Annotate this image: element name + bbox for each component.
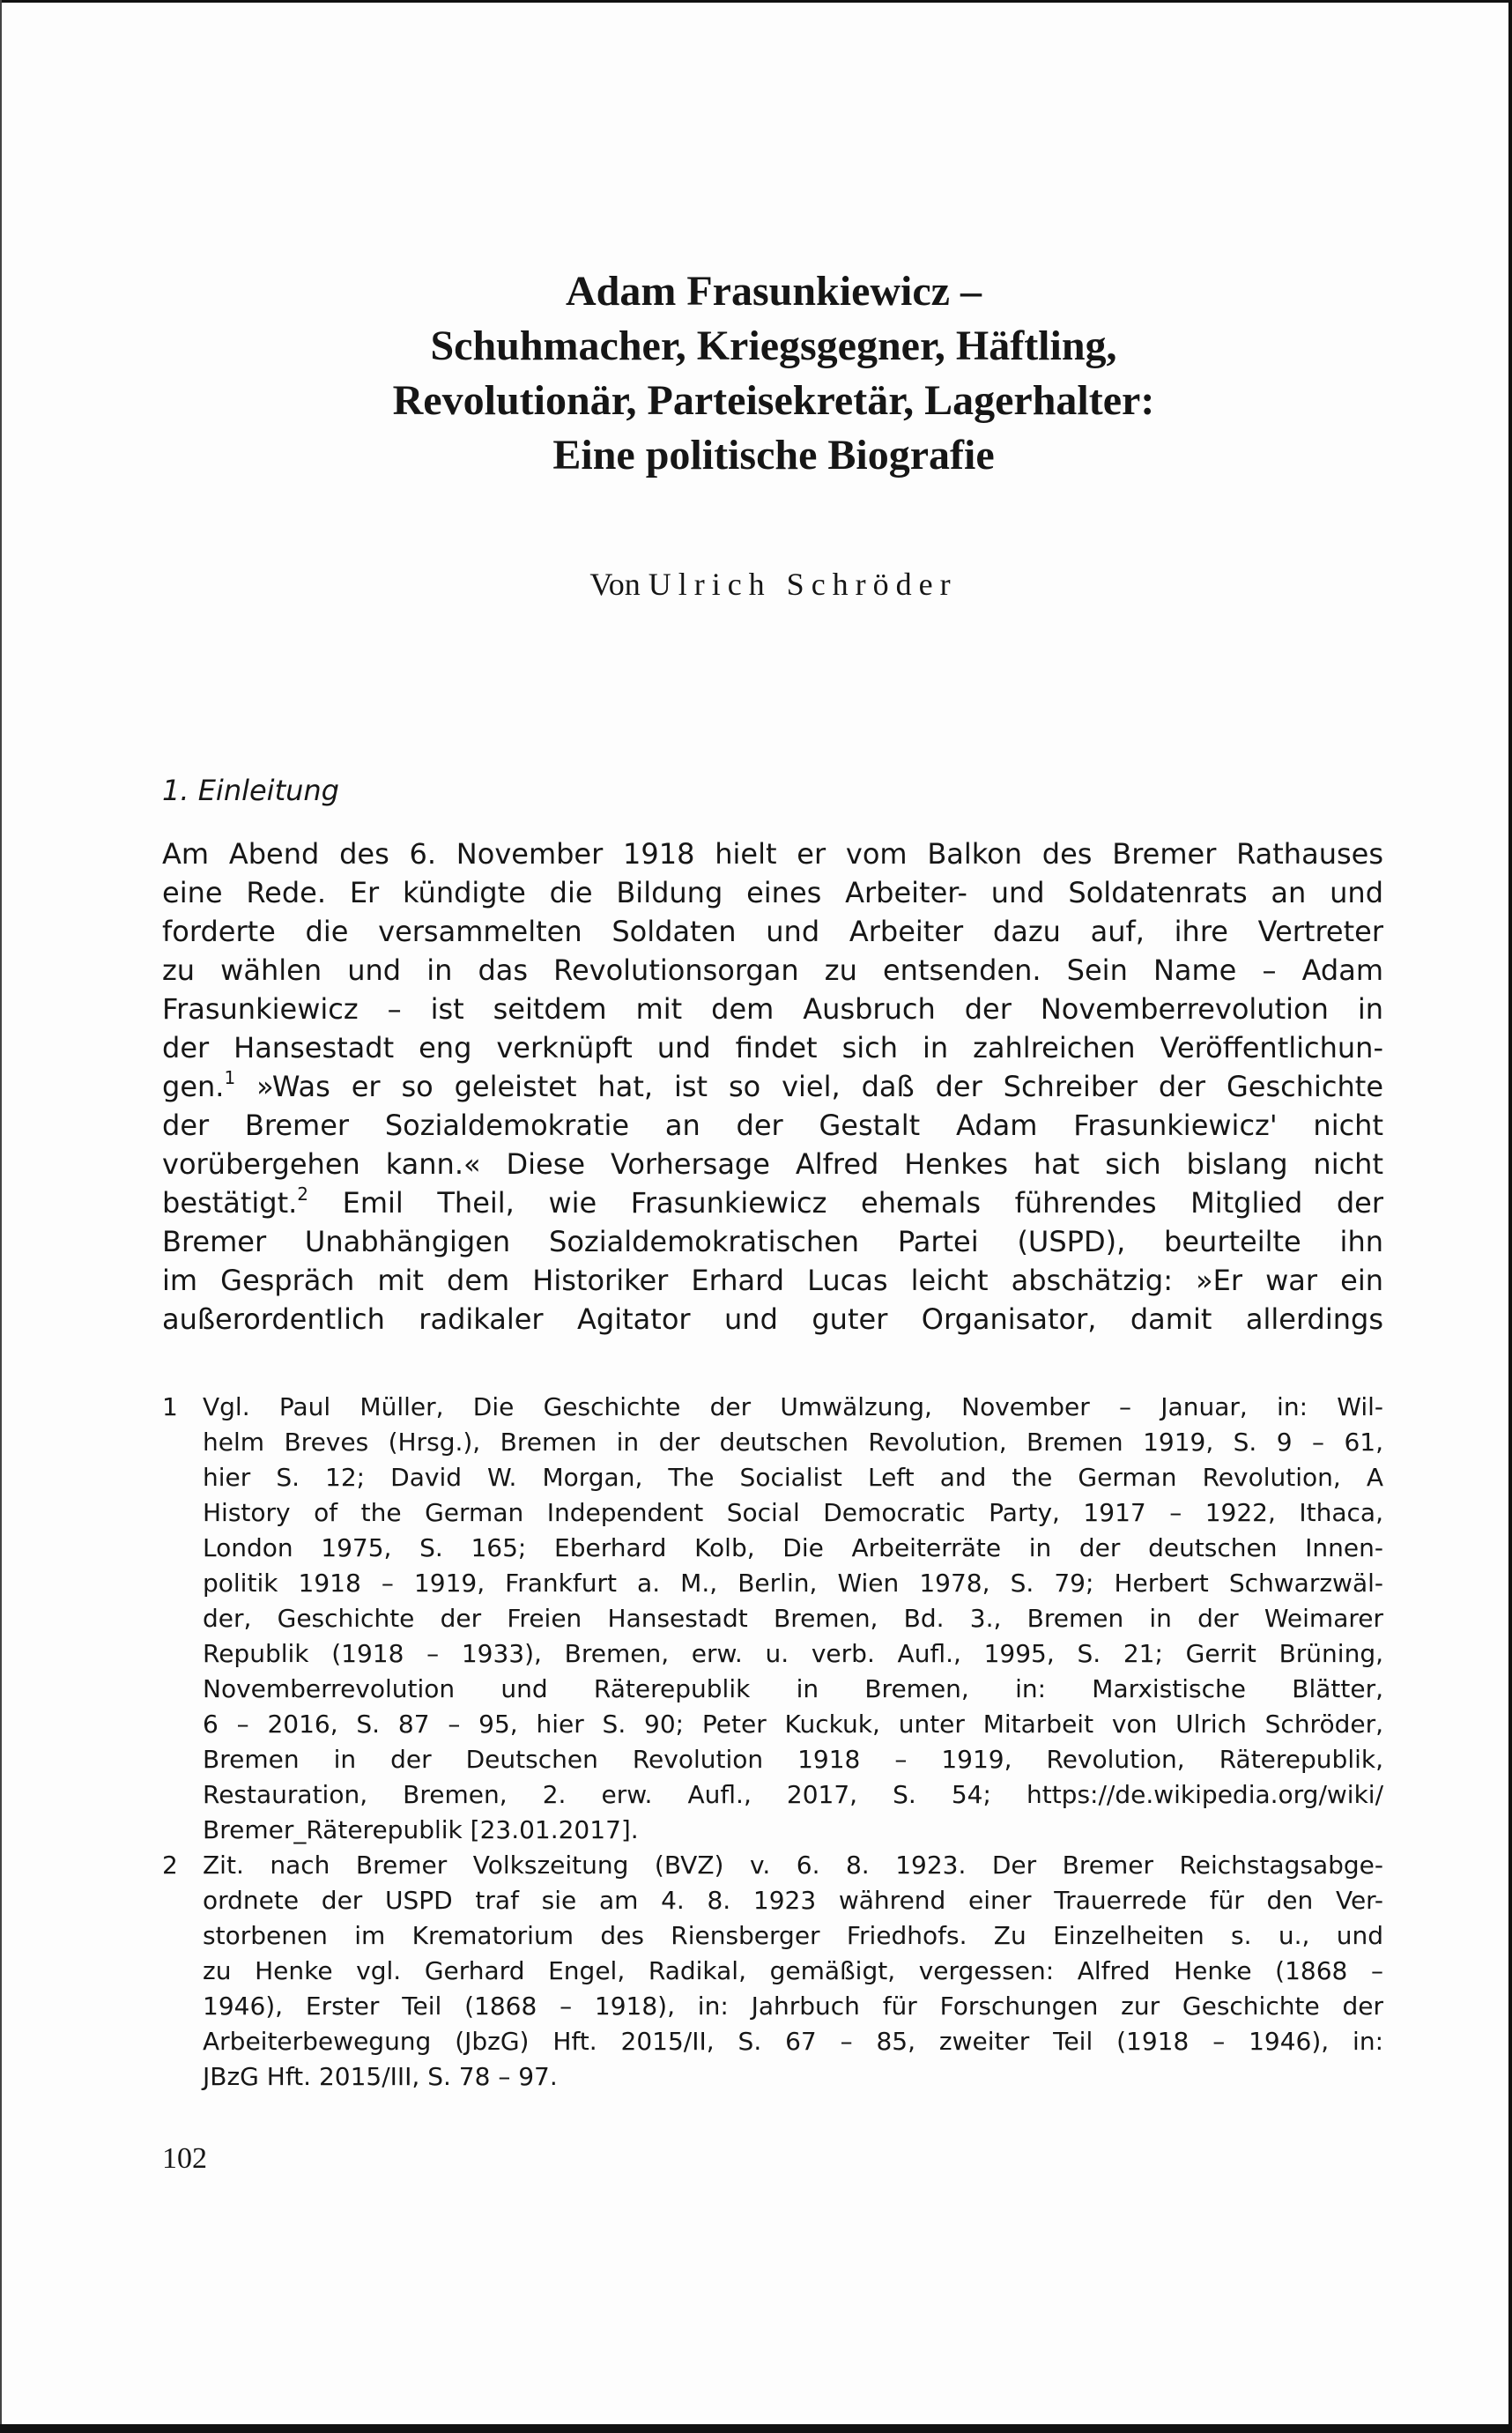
- footnote-number: 1: [162, 1392, 178, 1421]
- author-name: Ulrich Schröder: [648, 567, 958, 602]
- footnote-line: zu Henke vgl. Gerhard Engel, Radikal, gemäßigt, vergessen: Alfred Henke (1868 –: [203, 1956, 1383, 1985]
- footnote-line: hier S. 12; David W. Morgan, The Socialist Left and the German Revolution, A: [203, 1463, 1383, 1492]
- footnote-line: Vgl. Paul Müller, Die Geschichte der Umwälzung, November – Januar, in: Wil-: [203, 1392, 1383, 1421]
- footnote-line: ordnete der USPD traf sie am 4. 8. 1923 während einer Trauerrede für den Ver-: [203, 1886, 1383, 1915]
- footnote-line: JBzG Hft. 2015/III, S. 78 – 97.: [203, 2062, 558, 2091]
- footnote-line: helm Breves (Hrsg.), Bremen in der deutschen Revolution, Bremen 1919, S. 9 – 61,: [203, 1428, 1383, 1457]
- body-line: vorübergehen kann.« Diese Vorhersage Alfred Henkes hat sich bislang nicht: [162, 1147, 1383, 1181]
- footnote-line: Restauration, Bremen, 2. erw. Aufl., 2017, S. 54; https://de.wikipedia.org/wiki/: [203, 1780, 1383, 1809]
- footnote-line: politik 1918 – 1919, Frankfurt a. M., Berlin, Wien 1978, S. 79; Herbert Schwarzwäl-: [203, 1569, 1383, 1598]
- body-line: [162, 1183, 1383, 1222]
- body-line: Am Abend des 6. November 1918 hielt er vom Balkon des Bremer Rathauses: [162, 837, 1383, 871]
- footnote-1: [162, 1390, 1383, 1848]
- footnote-line: 1946), Erster Teil (1868 – 1918), in: Jahrbuch für Forschungen zur Geschichte der: [203, 1992, 1383, 2021]
- body-text: bestätigt.: [162, 1186, 298, 1220]
- body-line: außerordentlich radikaler Agitator und guter Organisator, damit allerdings: [162, 1302, 1383, 1336]
- body-text: gen.: [162, 1070, 225, 1103]
- title-line: Revolutionär, Parteisekretär, Lagerhalter:: [392, 377, 1155, 424]
- footnote-number: 2: [162, 1851, 178, 1880]
- body-line: [162, 1067, 1383, 1106]
- footnote-reference[interactable]: 1: [224, 1067, 236, 1088]
- page-number: 102: [162, 2142, 207, 2175]
- body-line: zu wählen und in das Revolutionsorgan zu entsenden. Sein Name – Adam: [162, 953, 1383, 987]
- footnote-line: London 1975, S. 165; Eberhard Kolb, Die Arbeiterräte in der deutschen Innen-: [203, 1533, 1383, 1562]
- body-line: eine Rede. Er kündigte die Bildung eines Arbeiter- und Soldatenrats an und: [162, 876, 1383, 909]
- scan-border-bottom: [0, 2424, 1512, 2433]
- footnote-line: Bremen in der Deutschen Revolution 1918 – 1919, Revolution, Räterepublik,: [203, 1745, 1383, 1774]
- body-line: forderte die versammelten Soldaten und Arbeiter dazu auf, ihre Vertreter: [162, 915, 1383, 948]
- body-line: im Gespräch mit dem Historiker Erhard Lucas leicht abschätzig: »Er war ein: [162, 1264, 1383, 1297]
- scan-border-left: [0, 0, 2, 2433]
- body-paragraph: [162, 834, 1383, 1339]
- footnote-line: Zit. nach Bremer Volkszeitung (BVZ) v. 6. 8. 1923. Der Bremer Reichstagsabge-: [203, 1851, 1383, 1880]
- footnote-line: Republik (1918 – 1933), Bremen, erw. u. verb. Aufl., 1995, S. 21; Gerrit Brüning,: [203, 1639, 1383, 1668]
- author-prefix: Von: [589, 567, 641, 602]
- title-line: Schuhmacher, Kriegsgegner, Häftling,: [430, 323, 1117, 369]
- footnote-line: 6 – 2016, S. 87 – 95, hier S. 90; Peter Kuckuk, unter Mitarbeit von Ulrich Schröder,: [203, 1710, 1383, 1739]
- title-line: Adam Frasunkiewicz –: [566, 268, 982, 315]
- body-line: der Bremer Sozialdemokratie an der Gestalt Adam Frasunkiewicz' nicht: [162, 1109, 1383, 1142]
- footnote-line: Bremer_Räterepublik [23.01.2017].: [203, 1815, 639, 1844]
- author-line: [159, 564, 1389, 605]
- section-heading: 1. Einleitung: [162, 774, 339, 807]
- scan-border-top: [0, 0, 1512, 3]
- main-text: [162, 771, 1383, 1339]
- title-line: Eine politische Biografie: [552, 432, 995, 478]
- footnote-reference[interactable]: 2: [297, 1183, 309, 1205]
- footnote-2: [162, 1848, 1383, 2095]
- body-line: Frasunkiewicz – ist seitdem mit dem Ausbruch der Novemberrevolution in: [162, 992, 1383, 1026]
- body-line: Bremer Unabhängigen Sozialdemokratischen Partei (USPD), beurteilte ihn: [162, 1225, 1383, 1258]
- body-text: »Was er so geleistet hat, ist so viel, daß der Schreiber der Geschichte: [235, 1070, 1383, 1103]
- footnotes: [162, 1390, 1383, 2095]
- footnote-line: Novemberrevolution und Räterepublik in Bremen, in: Marxistische Blätter,: [203, 1674, 1383, 1703]
- footnote-line: Arbeiterbewegung (JbzG) Hft. 2015/II, S. 67 – 85, zweiter Teil (1918 – 1946), in:: [203, 2027, 1383, 2056]
- footnote-line: History of the German Independent Social Democratic Party, 1917 – 1922, Ithaca,: [203, 1498, 1383, 1527]
- article-title: [159, 264, 1389, 483]
- footnote-line: storbenen im Krematorium des Riensberger Friedhofs. Zu Einzelheiten s. u., und: [203, 1921, 1383, 1950]
- body-line: der Hansestadt eng verknüpft und findet sich in zahlreichen Veröffentlichun-: [162, 1031, 1383, 1064]
- scan-border-right: [1508, 0, 1512, 2433]
- footnote-line: der, Geschichte der Freien Hansestadt Bremen, Bd. 3., Bremen in der Weimarer: [203, 1604, 1383, 1633]
- body-text: Emil Theil, wie Frasunkiewicz ehemals führendes Mitglied der: [308, 1186, 1383, 1220]
